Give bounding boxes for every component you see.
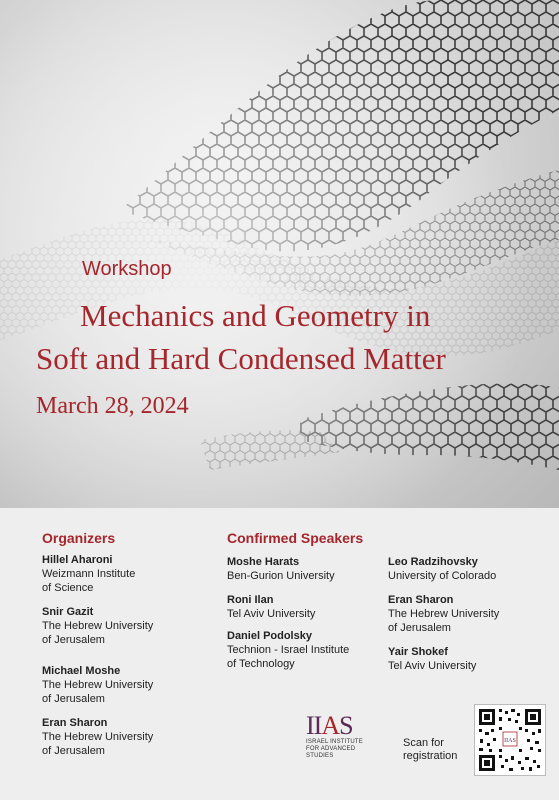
organizer-affiliation: The Hebrew University bbox=[42, 731, 154, 743]
speaker-name: Eran Sharon bbox=[388, 594, 454, 606]
qr-code-icon bbox=[475, 705, 545, 775]
organizer-name: Eran Sharon bbox=[42, 717, 108, 729]
speaker-affiliation: of Technology bbox=[227, 658, 295, 670]
organizer-affiliation: The Hebrew University bbox=[42, 620, 154, 632]
speaker-name: Moshe Harats bbox=[227, 556, 300, 568]
speaker-name: Roni Ilan bbox=[227, 594, 274, 606]
speaker-affiliation: Tel Aviv University bbox=[388, 660, 477, 672]
speaker-name: Daniel Podolsky bbox=[227, 630, 312, 642]
organizer-item bbox=[42, 716, 153, 758]
organizer-name: Hillel Aharoni bbox=[42, 554, 113, 566]
logo-caption-2: FOR ADVANCED STUDIES bbox=[306, 746, 356, 759]
speaker-affiliation: Tel Aviv University bbox=[227, 608, 316, 620]
organizer-affiliation: of Science bbox=[42, 582, 94, 594]
speaker-item bbox=[227, 629, 349, 671]
registration-qr-code[interactable] bbox=[474, 704, 546, 776]
organizers-heading: Organizers bbox=[42, 530, 116, 546]
logo-mark-part: S bbox=[339, 711, 353, 740]
organizer-item bbox=[42, 664, 153, 706]
speaker-item bbox=[227, 593, 315, 621]
speaker-affiliation: Technion - Israel Institute bbox=[227, 644, 350, 656]
registration-text bbox=[403, 737, 457, 763]
speaker-item bbox=[388, 645, 476, 673]
organizer-item bbox=[42, 605, 153, 647]
organizer-name: Snir Gazit bbox=[42, 606, 94, 618]
iias-logo-mark bbox=[306, 713, 384, 739]
scan-line-2: registration bbox=[403, 750, 458, 762]
organizer-affiliation: of Jerusalem bbox=[42, 745, 105, 757]
speaker-item bbox=[388, 555, 496, 583]
speakers-heading: Confirmed Speakers bbox=[227, 530, 364, 546]
speaker-affiliation: Ben-Gurion University bbox=[227, 570, 335, 582]
scan-line-1: Scan for bbox=[403, 737, 444, 749]
speaker-name: Leo Radzihovsky bbox=[388, 556, 478, 568]
event-date: March 28, 2024 bbox=[36, 393, 189, 419]
logo-caption-1: ISRAEL INSTITUTE bbox=[306, 739, 363, 745]
speaker-name: Yair Shokef bbox=[388, 646, 448, 658]
iias-logo bbox=[306, 713, 384, 757]
workshop-label: Workshop bbox=[82, 258, 172, 280]
organizer-item bbox=[42, 553, 135, 595]
title-line-2: Soft and Hard Condensed Matter bbox=[36, 341, 446, 376]
organizer-affiliation: The Hebrew University bbox=[42, 679, 154, 691]
speaker-item bbox=[388, 593, 499, 635]
organizer-affiliation: of Jerusalem bbox=[42, 634, 105, 646]
speaker-affiliation: The Hebrew University bbox=[388, 608, 500, 620]
organizer-affiliation: of Jerusalem bbox=[42, 693, 105, 705]
logo-mark-part: A bbox=[321, 711, 340, 740]
qr-badge-text: IIAS bbox=[504, 738, 516, 744]
organizer-name: Michael Moshe bbox=[42, 665, 121, 677]
organizer-affiliation: Weizmann Institute bbox=[42, 568, 136, 580]
logo-mark-part: II bbox=[306, 711, 322, 740]
speaker-affiliation: of Jerusalem bbox=[388, 622, 451, 634]
speaker-affiliation: University of Colorado bbox=[388, 570, 497, 582]
title-line-1: Mechanics and Geometry in bbox=[80, 298, 431, 333]
speaker-item bbox=[227, 555, 335, 583]
